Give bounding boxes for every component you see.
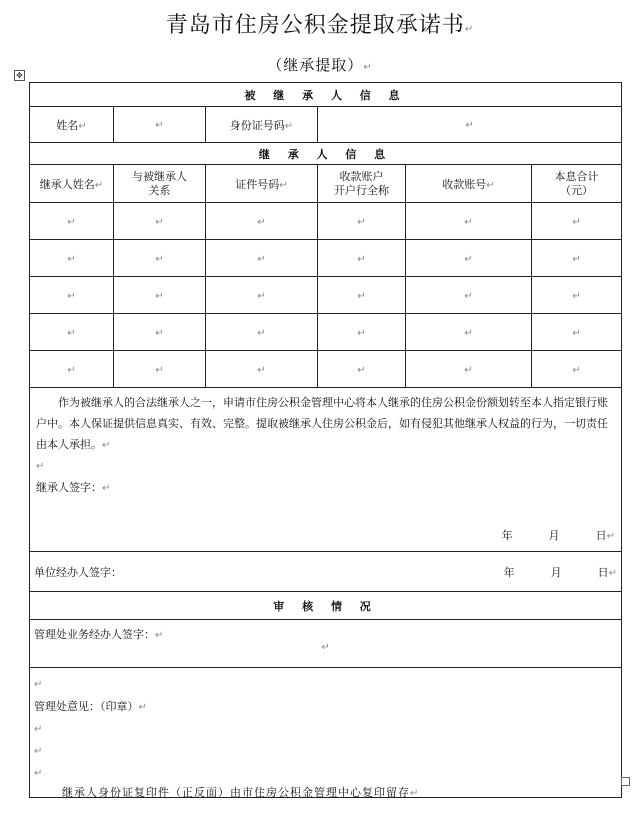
declaration-row bbox=[30, 388, 622, 552]
name-field[interactable]: ↵ bbox=[114, 107, 206, 143]
unit-signature-date: 年 月 日↵ bbox=[503, 565, 618, 579]
heir-cell[interactable]: ↵ bbox=[30, 314, 114, 351]
heir-row bbox=[30, 277, 622, 314]
heir-row bbox=[30, 314, 622, 351]
footer-note: 继承人身份证复印件（正反面）由市住房公积金管理中心复印留存↵ bbox=[62, 786, 420, 799]
commitment-form-table bbox=[29, 82, 622, 798]
heir-signature-label: 继承人签字：↵ bbox=[36, 481, 111, 494]
opinion-label: 管理处意见：（印章）↵ bbox=[34, 700, 147, 713]
opinion-cell: ↵ 管理处意见：（印章）↵ ↵ ↵ ↵ bbox=[30, 668, 622, 798]
column-header: 继承人姓名↵ bbox=[30, 165, 114, 203]
document-title: 青岛市住房公积金提取承诺书↵ bbox=[165, 13, 475, 38]
document-subtitle: （继承提取）↵ bbox=[267, 56, 373, 74]
heir-cell[interactable]: ↵ bbox=[114, 203, 206, 240]
heir-cell[interactable]: ↵ bbox=[30, 351, 114, 388]
paragraph-mark: ↵ bbox=[36, 461, 45, 472]
heir-cell[interactable]: ↵ bbox=[206, 203, 318, 240]
section-heading: 被 继 承 人 信 息 bbox=[30, 83, 622, 107]
heir-cell[interactable]: ↵ bbox=[532, 351, 622, 388]
column-header: 证件号码↵ bbox=[206, 165, 318, 203]
heir-cell[interactable]: ↵ bbox=[318, 277, 406, 314]
section-heading: 继 承 人 信 息 bbox=[30, 143, 622, 165]
heir-of-heading-row bbox=[30, 83, 622, 107]
heir-cell[interactable]: ↵ bbox=[206, 240, 318, 277]
heir-cell[interactable]: ↵ bbox=[318, 203, 406, 240]
heir-cell[interactable]: ↵ bbox=[318, 240, 406, 277]
heir-cell[interactable]: ↵ bbox=[114, 277, 206, 314]
heir-cell[interactable]: ↵ bbox=[318, 351, 406, 388]
unit-signature-row bbox=[30, 552, 622, 592]
column-header: 与被继承人 关系 bbox=[114, 165, 206, 203]
column-header: 收款账户 开户行全称 bbox=[318, 165, 406, 203]
heir-cell[interactable]: ↵ bbox=[318, 314, 406, 351]
heir-rows bbox=[30, 203, 622, 388]
heir-cell[interactable]: ↵ bbox=[206, 277, 318, 314]
heir-cell[interactable]: ↵ bbox=[114, 351, 206, 388]
heir-cell[interactable]: ↵ bbox=[30, 240, 114, 277]
heir-cell[interactable]: ↵ bbox=[406, 351, 532, 388]
heir-cell[interactable]: ↵ bbox=[532, 203, 622, 240]
name-label: 姓名↵ bbox=[30, 107, 114, 143]
column-header: 本息合计 （元） bbox=[532, 165, 622, 203]
paragraph-mark: ↵ bbox=[321, 642, 330, 653]
heir-row bbox=[30, 240, 622, 277]
handler-signature-label: 管理处业务经办人签字：↵ bbox=[34, 628, 164, 641]
table-resize-handle[interactable] bbox=[621, 777, 630, 786]
heir-cell[interactable]: ↵ bbox=[114, 314, 206, 351]
heir-cell[interactable]: ↵ bbox=[406, 203, 532, 240]
declaration-cell bbox=[30, 388, 622, 552]
heir-cell[interactable]: ↵ bbox=[30, 277, 114, 314]
handler-signature-row bbox=[30, 620, 622, 668]
table-move-handle-icon[interactable]: ✥ bbox=[14, 70, 25, 81]
declaration-text: 作为被继承人的合法继承人之一，申请市住房公积金管理中心将本人继承的住房公积金份额划转至本人指定银行账户中。本人保证提供信息真实、有效、完整。提取被继承人住房公积金后，如有侵犯其他继承人权益的行为，一切责任由本人承担。↵ bbox=[36, 396, 608, 451]
heir-signature-date: 年 月 日↵ bbox=[501, 529, 616, 542]
unit-signature-cell bbox=[30, 552, 622, 592]
heir-row bbox=[30, 203, 622, 240]
heir-row bbox=[30, 351, 622, 388]
heirs-heading-row bbox=[30, 143, 622, 165]
heir-cell[interactable]: ↵ bbox=[406, 240, 532, 277]
review-heading-row bbox=[30, 592, 622, 620]
section-heading: 审 核 情 况 bbox=[30, 592, 622, 620]
heir-cell[interactable]: ↵ bbox=[532, 314, 622, 351]
heir-cell[interactable]: ↵ bbox=[406, 277, 532, 314]
heir-cell[interactable]: ↵ bbox=[406, 314, 532, 351]
heir-cell[interactable]: ↵ bbox=[206, 314, 318, 351]
id-label: 身份证号码↵ bbox=[206, 107, 318, 143]
heir-cell[interactable]: ↵ bbox=[206, 351, 318, 388]
heir-of-info-row bbox=[30, 107, 622, 143]
heir-cell[interactable]: ↵ bbox=[532, 240, 622, 277]
column-header: 收款账号↵ bbox=[406, 165, 532, 203]
unit-signature-label: 单位经办人签字： bbox=[34, 565, 122, 579]
heir-cell[interactable]: ↵ bbox=[30, 203, 114, 240]
heir-cell[interactable]: ↵ bbox=[114, 240, 206, 277]
heir-cell[interactable]: ↵ bbox=[532, 277, 622, 314]
heirs-column-header-row bbox=[30, 165, 622, 203]
opinion-row bbox=[30, 668, 622, 798]
handler-signature-cell bbox=[30, 620, 622, 668]
id-field[interactable]: ↵ bbox=[318, 107, 622, 143]
